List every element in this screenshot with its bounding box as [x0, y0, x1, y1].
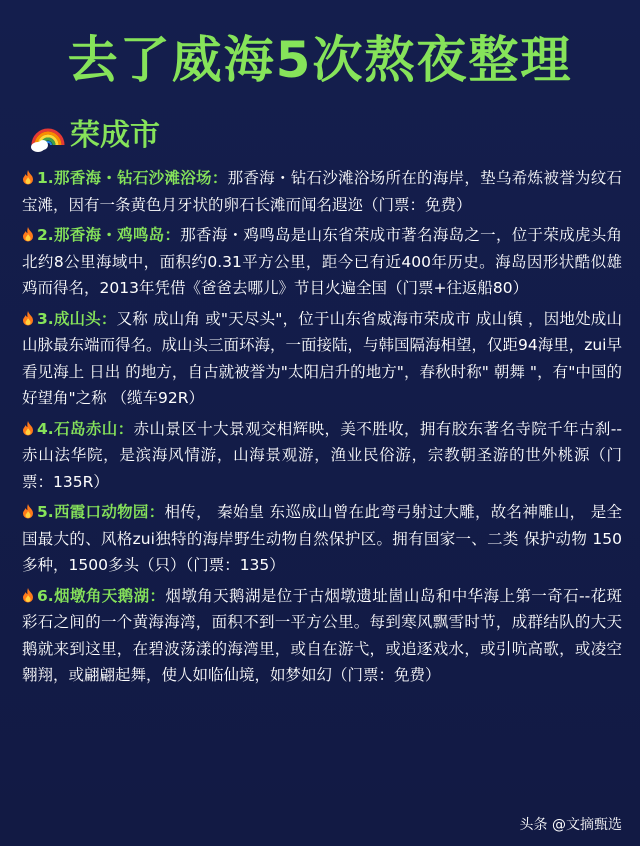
item-description: 那香海・钻石沙滩浴场所在的海岸，垫乌希炼被誉为纹石宝滩，因有一条黄色月牙状的卵石长滩而闻名遐迩（门票：免费）: [22, 169, 622, 214]
item-description: 又称 成山角 或"天尽头"，位于山东省威海市荣成市 成山镇 ，因地处成山山脉最东端而得名。成山头三面环海，一面接陆，与韩国隔海相望，仅距94海里，zui早看见海上 日出 的地方，自古就被誉为"太阳启升的地方"，春秋时称" 朝舞 "，有"中国的好望角"之称 （缆车92R）: [22, 309, 622, 407]
item-description: 相传， 秦始皇 东巡成山曾在此弯弓射过大雕，故名神雕山， 是全国最大的、风格zui独特的海岸野生动物自然保护区。拥有国家一、二类 保护动物 150多种，1500多头（只）（门票：135）: [22, 503, 622, 574]
fire-icon: [22, 311, 34, 326]
item-name: 4.石岛赤山：: [37, 419, 134, 438]
item-name: 6.烟墩角天鹅湖：: [37, 586, 166, 605]
item-name: 5.西霞口动物园：: [37, 503, 165, 521]
fire-icon: [22, 421, 34, 436]
list-item: [22, 416, 622, 496]
fire-icon: [22, 588, 34, 603]
watermark-text: 头条 @文摘甄选: [519, 817, 622, 833]
fire-icon: [22, 170, 34, 185]
section-title: 荣成市: [70, 118, 160, 153]
attraction-list: [22, 165, 622, 689]
fire-icon: [22, 227, 34, 242]
list-item: [22, 165, 622, 218]
item-description: 烟墩角天鹅湖是位于古烟墩遗址崮山岛和中华海上第一奇石--花斑彩石之间的一个黄海海湾，面积不到一平方公里。每到寒风飘雪时节，成群结队的大天鹅就来到这里，在碧波荡漾的海湾里，或自在游弋，或追逐戏水，或引吭高歌，或凌空翱翔，或翩翩起舞，使人如临仙境，如梦如幻（门票：免费）: [22, 586, 622, 684]
item-name: 3.成山头：: [37, 309, 117, 328]
item-name: 1.那香海・钻石沙滩浴场：: [37, 169, 228, 187]
section-header: [30, 114, 160, 158]
item-description: 赤山景区十大景观交相辉映，美不胜收，拥有胶东著名寺院千年古刹--赤山法华院，是滨海风情游，山海景观游，渔业民俗游，宗教朝圣游的世外桃源（门票：135R）: [22, 419, 622, 491]
item-description: 那香海・鸡鸣岛是山东省荣成市著名海岛之一，位于荣成虎头角北约8公里海域中，面积约0.31平方公里，距今已有近400年历史。海岛因形状酷似雄鸡而得名，2013年凭借《爸爸去哪儿》节目火遍全国（门票+往返船80）: [22, 226, 622, 297]
main-title: 去了威海5次熬夜整理: [67, 31, 573, 89]
list-item: [22, 583, 622, 689]
fire-icon: [22, 504, 34, 519]
watermark: [520, 814, 622, 834]
item-name: 2.那香海・鸡鸣岛：: [37, 226, 181, 244]
list-item: [22, 306, 622, 412]
rainbow-cloud-icon: [30, 119, 66, 153]
list-item: [22, 499, 622, 579]
list-item: [22, 222, 622, 302]
